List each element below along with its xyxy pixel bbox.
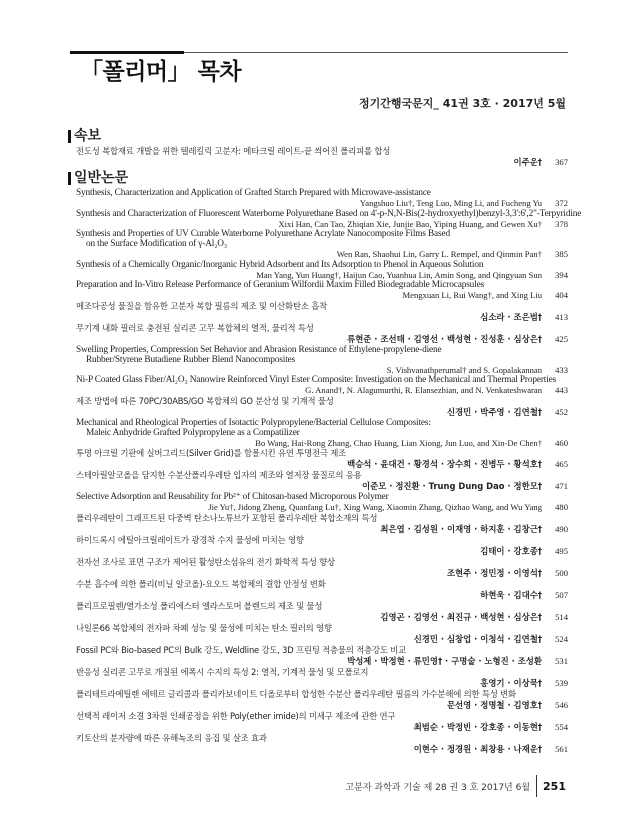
article-title: 스테아릴알코올을 담지한 수분산폴리우레탄 입자의 제조와 열저장 물질로의 응용	[76, 470, 362, 480]
article-byline	[76, 524, 568, 535]
article-title: 키토산의 분자량에 따른 유해녹조의 응집 및 살조 효과	[76, 732, 267, 743]
article-byline	[76, 407, 568, 418]
article-title: Swelling Properties, Compression Set Behavior and Abrasion Resistance of Ethylene-propylene-diene	[76, 344, 442, 355]
article-byline	[76, 157, 568, 168]
article-byline	[76, 481, 568, 492]
toc-entry[interactable]	[76, 229, 568, 260]
toc-entry[interactable]	[76, 513, 568, 535]
article-page: 495	[555, 545, 568, 556]
article-page: 471	[555, 481, 568, 491]
article-page: 413	[555, 311, 568, 322]
article-authors: Bo Wang, Hai-Rong Zhang, Chao Huang, Lian Xiong, Jun Luo, and Xin-De Chen†	[255, 437, 542, 448]
article-title: 메조다공성 물질을 함유한 고분자 복합 필름의 제조 및 이산화탄소 흡착	[76, 300, 327, 311]
article-byline	[76, 546, 568, 557]
page-title: 「폴리머」 목차	[80, 59, 242, 85]
page-footer	[345, 775, 566, 797]
article-page: 524	[555, 633, 568, 644]
article-title: 폴리프로필렌/열가소성 폴리에스터 엘라스토머 블렌드의 제조 및 물성	[76, 600, 323, 611]
article-byline	[76, 744, 568, 755]
article-authors: 이현수 · 정경원 · 최창용 · 나재운†	[413, 743, 542, 754]
article-page: 554	[555, 721, 568, 732]
article-authors: 심소라 · 조은범†	[480, 311, 542, 322]
article-title: 폴리테트라메틸렌 에테르 글리콜과 폴리카보네이트 디올로부터 합성한 수분산 폴리우레탄 필름의 가수분해에 의한 특성 변화	[76, 688, 516, 699]
article-authors: 하현욱 · 김대수†	[480, 589, 542, 600]
article-byline	[76, 568, 568, 579]
toc-entry[interactable]	[76, 208, 582, 230]
toc-entry[interactable]	[76, 375, 568, 396]
article-authors: 김영곤 · 김영선 · 최진규 · 백성현 · 심상은†	[380, 611, 542, 622]
article-title: 제조 방법에 따른 70PC/30ABS/GO 복합체의 GO 분산성 및 기계적 물성	[76, 395, 334, 406]
article-page: 452	[555, 406, 568, 417]
article-byline	[76, 438, 568, 449]
footer-journal: 고분자 과학과 기술 제 28 권 3 호 2017년 6월	[345, 782, 531, 793]
article-byline	[76, 678, 568, 689]
article-byline	[76, 385, 568, 396]
article-authors: 최은엽 · 김성원 · 이재영 · 하지훈 · 김창근†	[380, 523, 542, 534]
article-authors: G. Anand†, N. Alagumurthi, R. Elansezhian, and N. Venkateshwaran	[305, 385, 542, 395]
article-title: 나일론66 복합체의 전자파 차폐 성능 및 물성에 미치는 탄소 필러의 영향	[76, 622, 332, 633]
article-title: Ni-P Coated Glass Fiber/Al₂O₃ Nanowire Reinforced Vinyl Ester Composite: Investigation on the Mechanical and Thermal Properties	[76, 375, 557, 385]
toc-entry[interactable]	[76, 645, 568, 667]
toc-entry[interactable]	[76, 345, 568, 376]
article-page: 372	[555, 198, 568, 208]
article-authors: Man Yang, Yun Huang†, Haijun Cao, Yuanhua Lin, Amin Song, and Qingyuan Sun	[256, 269, 542, 280]
article-authors: 문선영 · 정명철 · 김영호†	[446, 699, 542, 710]
article-page: 433	[555, 364, 568, 375]
article-title-continued: Maleic Anhydride Grafted Polypropylene as a Compatilizer	[86, 427, 300, 438]
article-page: 480	[555, 502, 568, 512]
toc-entry[interactable]	[76, 448, 568, 470]
article-title: 무기계 내화 필러로 충전된 실리콘 고무 복합체의 열적, 물리적 특성	[76, 322, 314, 333]
article-authors: 신경민 · 박주영 · 김연철†	[446, 406, 542, 417]
toc-entry[interactable]	[76, 470, 568, 492]
section-heading	[68, 170, 568, 187]
article-title: Synthesis and Characterization of Fluorescent Waterborne Polyurethane Based on 4'-p-N,N-Bis(2-hydroxyethyl)benzyl-3,3':6',2"-Terpyridine	[76, 208, 582, 219]
footer-page-number: 251	[543, 779, 566, 793]
article-byline	[76, 612, 568, 623]
article-byline	[76, 656, 568, 667]
article-page: 546	[555, 699, 568, 710]
article-title-continued: on the Surface Modification of γ-Al₂O₃	[86, 239, 227, 249]
article-byline	[76, 270, 568, 281]
toc-entry[interactable]	[76, 579, 568, 601]
article-page: 514	[555, 611, 568, 622]
article-authors: Xixi Han, Can Tao, Zhiqian Xie, Junjie Bao, Yiping Huang, and Gewen Xu†	[278, 218, 542, 229]
article-title: 반응성 실리콘 고무로 개질된 에폭시 수지의 특성 2: 열적, 기계적 물성 및 모폴로지	[76, 666, 369, 677]
article-page: 460	[555, 437, 568, 448]
article-authors: 신경민 · 심창업 · 이청석 · 김연철†	[413, 633, 542, 644]
toc-entry[interactable]	[76, 418, 568, 449]
article-title: Synthesis, Characterization and Application of Grafted Starch Prepared with Microwave-assistance	[76, 188, 431, 198]
toc-entry[interactable]	[76, 601, 568, 623]
article-page: 539	[555, 677, 568, 688]
article-authors: 백승석 · 윤대건 · 황경석 · 장수희 · 진병두 · 황석호†	[347, 459, 542, 469]
article-page: 490	[555, 523, 568, 534]
article-authors: 이주운†	[513, 157, 542, 167]
toc-entry[interactable]	[76, 689, 568, 711]
article-page: 500	[555, 567, 568, 578]
article-authors: Wen Ran, Shaohui Lin, Garry L. Rempel, and Qinmin Pan†	[336, 249, 542, 259]
article-byline	[76, 459, 568, 470]
section-marker	[68, 130, 71, 143]
section-title: 일반논문	[74, 170, 129, 186]
article-byline	[76, 700, 568, 711]
issue-info: 정기간행국문지_ 41권 3호 · 2017년 5월	[359, 97, 566, 110]
article-page: 443	[555, 385, 568, 395]
article-authors: 조현주 · 정민정 · 이영석†	[446, 567, 542, 578]
toc-entry[interactable]	[76, 557, 568, 579]
article-byline	[76, 219, 568, 230]
section-heading	[68, 128, 568, 145]
article-authors: Yangshuo Liu†, Teng Luo, Ming Li, and Fucheng Yu	[359, 198, 542, 208]
section-title: 속보	[74, 128, 102, 144]
header-rule-accent	[70, 51, 184, 54]
toc-entry[interactable]	[76, 492, 568, 513]
article-page: 531	[555, 655, 568, 666]
article-title: Synthesis and Properties of UV Curable Waterborne Polyurethane Acrylate Nanocomposite Films Based	[76, 229, 450, 239]
article-page: 385	[555, 249, 568, 259]
article-page: 394	[555, 269, 568, 280]
article-page: 404	[555, 290, 568, 300]
article-byline	[76, 590, 568, 601]
article-authors: 최범순 · 박정빈 · 강호종 · 이동현†	[413, 721, 542, 732]
article-title: 수분 흡수에 의한 폴리(비닐 알코올)-요오드 복합체의 결합 안정성 변화	[76, 578, 326, 589]
article-byline	[76, 722, 568, 733]
article-title: 선택적 레이저 소결 3차원 인쇄공정을 위한 Poly(ether imide)의 미세구 제조에 관한 연구	[76, 710, 396, 721]
article-byline	[76, 249, 568, 260]
article-authors: Mengxuan Li, Rui Wang†, and Xing Liu	[402, 290, 542, 300]
article-authors: 박성제 · 박정현 · 류민영† · 구명술 · 노형진 · 조성환	[347, 655, 542, 666]
article-page: 561	[555, 743, 568, 754]
article-page: 425	[555, 333, 568, 344]
article-authors: S. Vishvanathperumal† and S. Gopalakannan	[386, 364, 542, 375]
toc-entry[interactable]	[76, 396, 568, 418]
article-byline	[76, 334, 568, 345]
article-page: 465	[555, 459, 568, 469]
article-title: Selective Adsorption and Reusability for Pb²⁺ of Chitosan-based Microporous Polymer	[76, 492, 389, 502]
table-of-contents	[70, 126, 582, 755]
article-title: Preparation and In-Vitro Release Performance of Geranium Wilfordii Maxim Filled Biodegradable Microcapsules	[76, 280, 485, 290]
toc-entry[interactable]	[76, 260, 568, 281]
article-title: 전도성 복합재료 개발을 위한 텔레킬릭 고분자: 메타크릴 레이트-끝 씌어진 폴리피롤 합성	[76, 146, 391, 156]
article-byline	[76, 312, 568, 323]
article-title: 하이드록시 에틸아크릴레이트가 광경착 수지 물성에 미치는 영향	[76, 534, 304, 545]
toc-entry[interactable]	[76, 280, 568, 301]
toc-entry[interactable]	[76, 146, 568, 168]
article-title: Fossil PC와 Bio-based PC의 Bulk 강도, Weldline 강도, 3D 프린팅 적층물의 적층강도 비교	[76, 644, 406, 655]
toc-entry[interactable]	[76, 711, 568, 733]
article-byline	[76, 198, 568, 209]
toc-entry[interactable]	[76, 188, 568, 209]
article-authors: 류현준 · 조선태 · 김영선 · 백성현 · 진성훈 · 심상은†	[347, 333, 542, 344]
article-authors: 홍영기 · 이상묵†	[480, 677, 542, 688]
toc-entry[interactable]	[76, 667, 568, 689]
toc-entry[interactable]	[76, 623, 568, 645]
footer-divider	[536, 775, 537, 797]
article-authors: 이준모 · 정진환 · Trung Dung Dao · 정한모†	[362, 481, 542, 491]
article-byline	[76, 502, 568, 513]
article-title-continued: Rubber/Styrene Butadiene Rubber Blend Nanocomposites	[86, 354, 296, 365]
article-title: Mechanical and Rheological Properties of Isotactic Polypropylene/Bacterial Cellulose Composites:	[76, 417, 431, 428]
section-marker	[68, 172, 71, 185]
toc-entry[interactable]	[76, 323, 568, 345]
article-page: 367	[555, 157, 568, 167]
article-byline	[76, 634, 568, 645]
article-title: 폴리우레탄이 그래프트된 다중벽 탄소나노튜브가 포함된 폴리우레탄 복합소재의 특성	[76, 512, 378, 523]
toc-entry[interactable]	[76, 535, 568, 557]
article-byline	[76, 365, 568, 376]
article-authors: 김태이 · 강호종†	[480, 545, 542, 556]
article-title: 투명 아크릴 기판에 실버그리드(Silver Grid)를 함몰시킨 유연 투명전극 제조	[76, 448, 347, 458]
article-authors: Jie Yu†, Jidong Zheng, Quanfang Lu†, Xing Wang, Xiaomin Zhang, Qizhao Wang, and Wu Yang	[208, 502, 542, 512]
article-title: Synthesis of a Chemically Organic/Inorganic Hybrid Adsorbent and Its Adsorption to Phenol in Aqueous Solution	[76, 259, 484, 270]
toc-entry[interactable]	[76, 301, 568, 323]
article-title: 전자선 조사로 표면 구조가 제어된 활성탄소섬유의 전기 화학적 특성 향상	[76, 556, 335, 567]
article-page: 378	[555, 218, 568, 229]
article-byline	[76, 290, 568, 301]
toc-entry[interactable]	[76, 733, 568, 755]
article-page: 507	[555, 589, 568, 600]
